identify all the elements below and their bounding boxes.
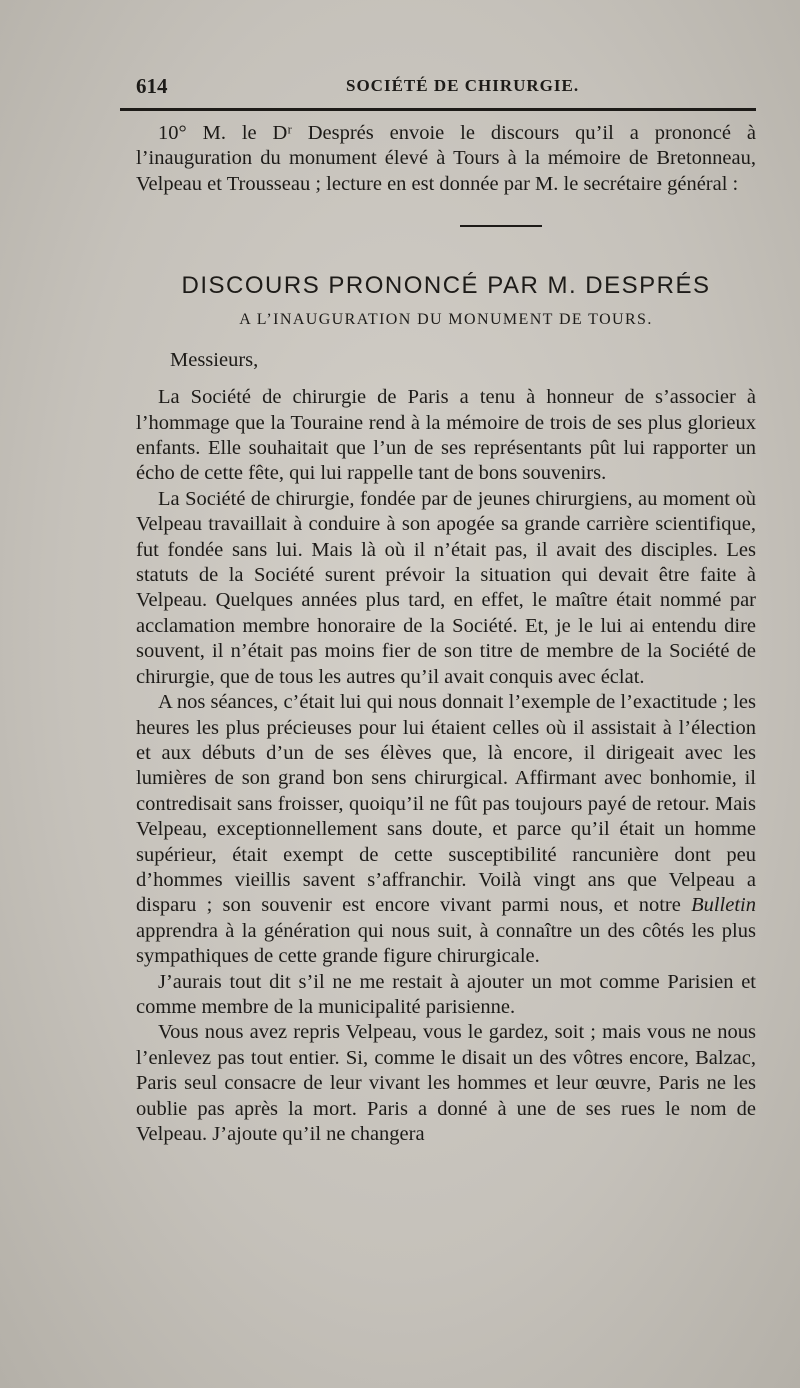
running-head: SOCIÉTÉ DE CHIRURGIE. <box>346 76 580 95</box>
paragraph-4: J’aurais tout dit s’il ne me restait à ajouter un mot comme Parisien et comme membre de la municipalité parisienne. <box>136 970 756 1018</box>
paragraph-2: La Société de chirurgie, fondée par de jeunes chirurgiens, au moment où Velpeau travaillait à conduire à son apogée sa grande carrière scientifique, fut fondée sans lui. Mais là où il n’était pas, il avait des disciples. Les statuts de la Société surent prévoir la situation qui devait être faite à Velpeau. Quelques années plus tard, en effet, le maître était nommé par acclamation membre honoraire de la Société. Et, je le lui ai entendu dire souvent, il n’était pas moins fier de son titre de membre de la Société de chirurgie, que de tous les autres qu’il avait conquis avec éclat. <box>136 487 756 688</box>
header-rule <box>120 108 756 111</box>
paragraph-1: La Société de chirurgie de Paris a tenu à honneur de s’associer à l’hommage que la Touraine rend à la mémoire de trois de ses plus glorieux enfants. Elle souhaitait que l’un de ses représentants pût lui rapporter un écho de cette fête, qui lui rappelle tant de bons souvenirs. <box>136 386 756 485</box>
paragraph-3-end: apprendra à la génération qui nous suit, à connaître un des côtés les plus sympathiques de cette grande figure chirurgicale. <box>136 919 756 968</box>
paragraph-5: Vous nous avez repris Velpeau, vous le gardez, soit ; mais vous ne nous l’enlevez pas tout entier. Si, comme le disait un des vôtres encore, Balzac, Paris seul consacre de leur vivant les hommes et leur œuvre, Paris ne les oublie pas après la mort. Paris a donné à une de ses rues le nom de Velpeau. J’ajoute qu’il ne changera <box>136 1021 756 1145</box>
body-text <box>136 121 756 1147</box>
intro-paragraph: 10° M. le Dʳ Després envoie le discours qu’il a prononcé à l’inauguration du monument élevé à Tours à la mémoire de Bretonneau, Velpeau et Trousseau ; lecture en est donnée par M. le secrétaire général : <box>136 122 756 195</box>
paragraph-3 <box>136 690 756 969</box>
salutation: Messieurs, <box>170 349 259 372</box>
discourse-subtitle: A L’INAUGURATION DU MONUMENT DE TOURS. <box>239 311 653 329</box>
paragraph-3-text: A nos séances, c’était lui qui nous donnait l’exemple de l’exactitude ; les heures les plus précieuses pour lui étaient celles où il assistait à l’élection et aux débuts d’un de ses élèves que, là encore, il dirigeait avec les lumières de son grand bon sens chirurgical. Affirmant avec bonhomie, il contredisait sans froisser, quoiqu’il ne fût pas toujours payé de retour. Mais Velpeau, exceptionnellement sans doute, et parce qu’il était un homme supérieur, était exempt de cette susceptibilité rancunière dont peu d’hommes vieillis savent s’affranchir. Voilà vingt ans que Velpeau a disparu ; son souvenir est encore vivant parmi nous, et notre <box>136 691 756 917</box>
section-divider <box>460 225 542 227</box>
bulletin-title: Bulletin <box>691 894 756 917</box>
discourse-title: DISCOURS PRONONCÉ PAR M. DESPRÉS <box>181 272 711 300</box>
page-number: 614 <box>136 74 168 98</box>
page-header <box>136 74 760 104</box>
